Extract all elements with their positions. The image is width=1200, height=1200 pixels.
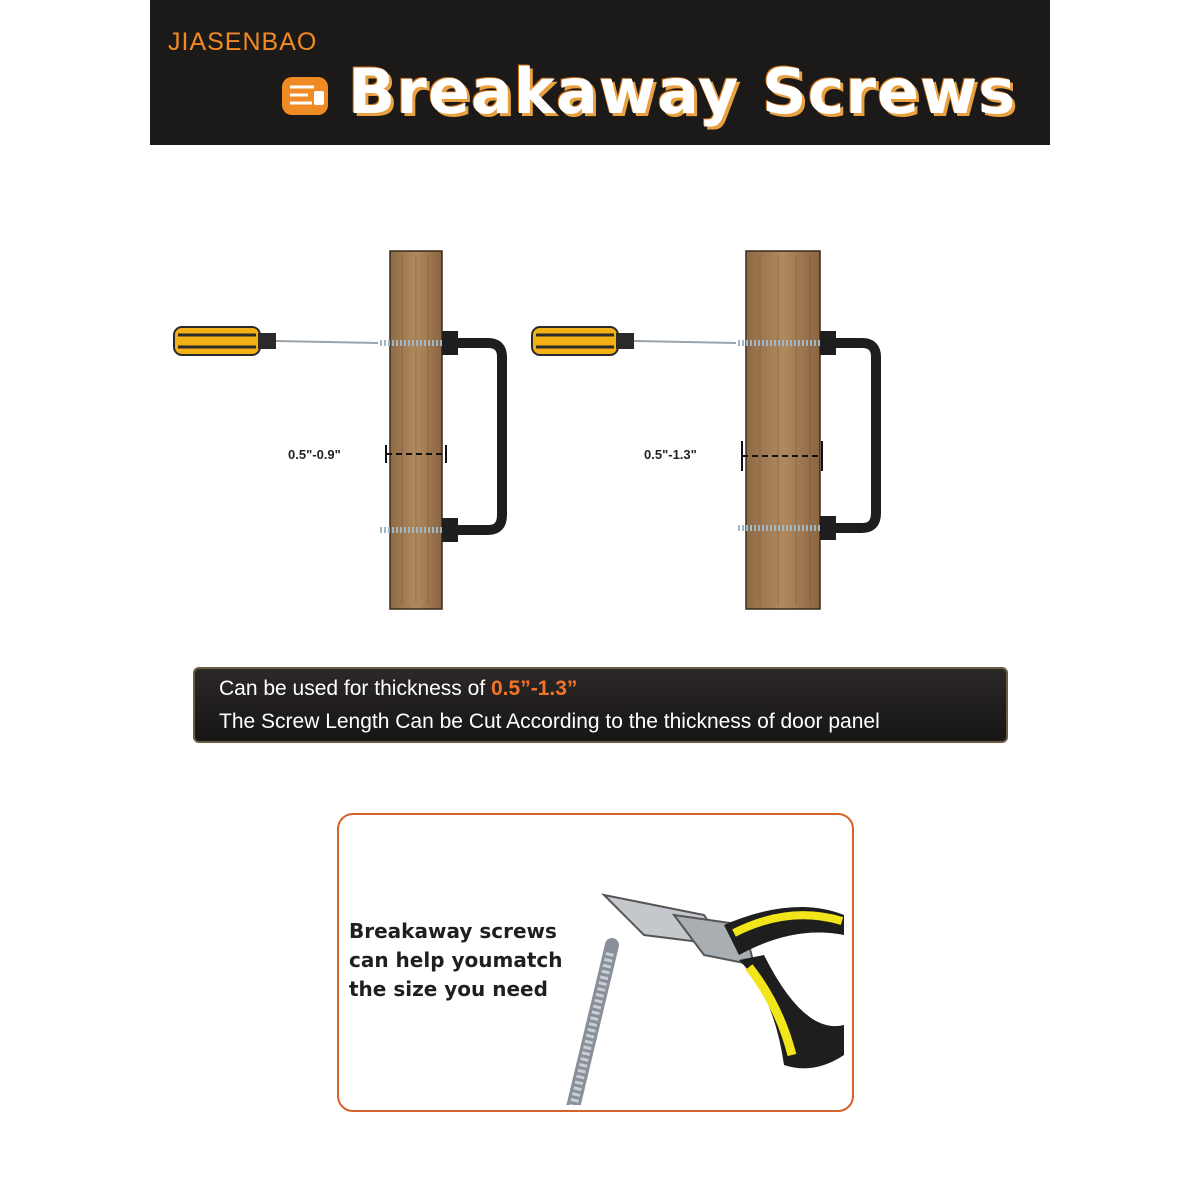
thickness-range-highlight: 0.5”-1.3” [491,677,578,700]
header-banner [150,0,1050,145]
wood-panel [746,251,820,609]
install-diagram-thick [528,245,888,620]
screwdriver-icon [532,327,736,355]
install-diagram-thin [170,245,515,620]
box-icon [280,73,330,118]
info-line-thickness [219,677,577,701]
info-text: Can be used for thickness of [219,677,491,700]
pliers-icon [604,895,844,1068]
breakaway-card [337,813,854,1112]
handle-icon [820,331,876,540]
wood-panel [390,251,442,609]
info-line-cut: The Screw Length Can be Cut According to the thickness of door panel [219,710,880,733]
pliers-cutting-screw-illustration [524,875,844,1105]
range-label: 0.5"-0.9" [288,447,341,462]
thickness-info-box [193,667,1008,743]
card-text-line: Breakaway screws [349,919,557,943]
range-label: 0.5"-1.3" [644,447,697,462]
installation-illustration [528,245,888,615]
screwdriver-icon [174,327,378,355]
handle-icon [442,331,502,542]
brand-logo: JIASENBAO [168,28,318,56]
installation-illustration [170,245,515,615]
screw-icon [537,945,612,1105]
card-text-line: can help youmatch [349,948,563,972]
card-text-line: the size you need [349,977,548,1001]
page-title: Breakaway Screws [348,55,1017,128]
